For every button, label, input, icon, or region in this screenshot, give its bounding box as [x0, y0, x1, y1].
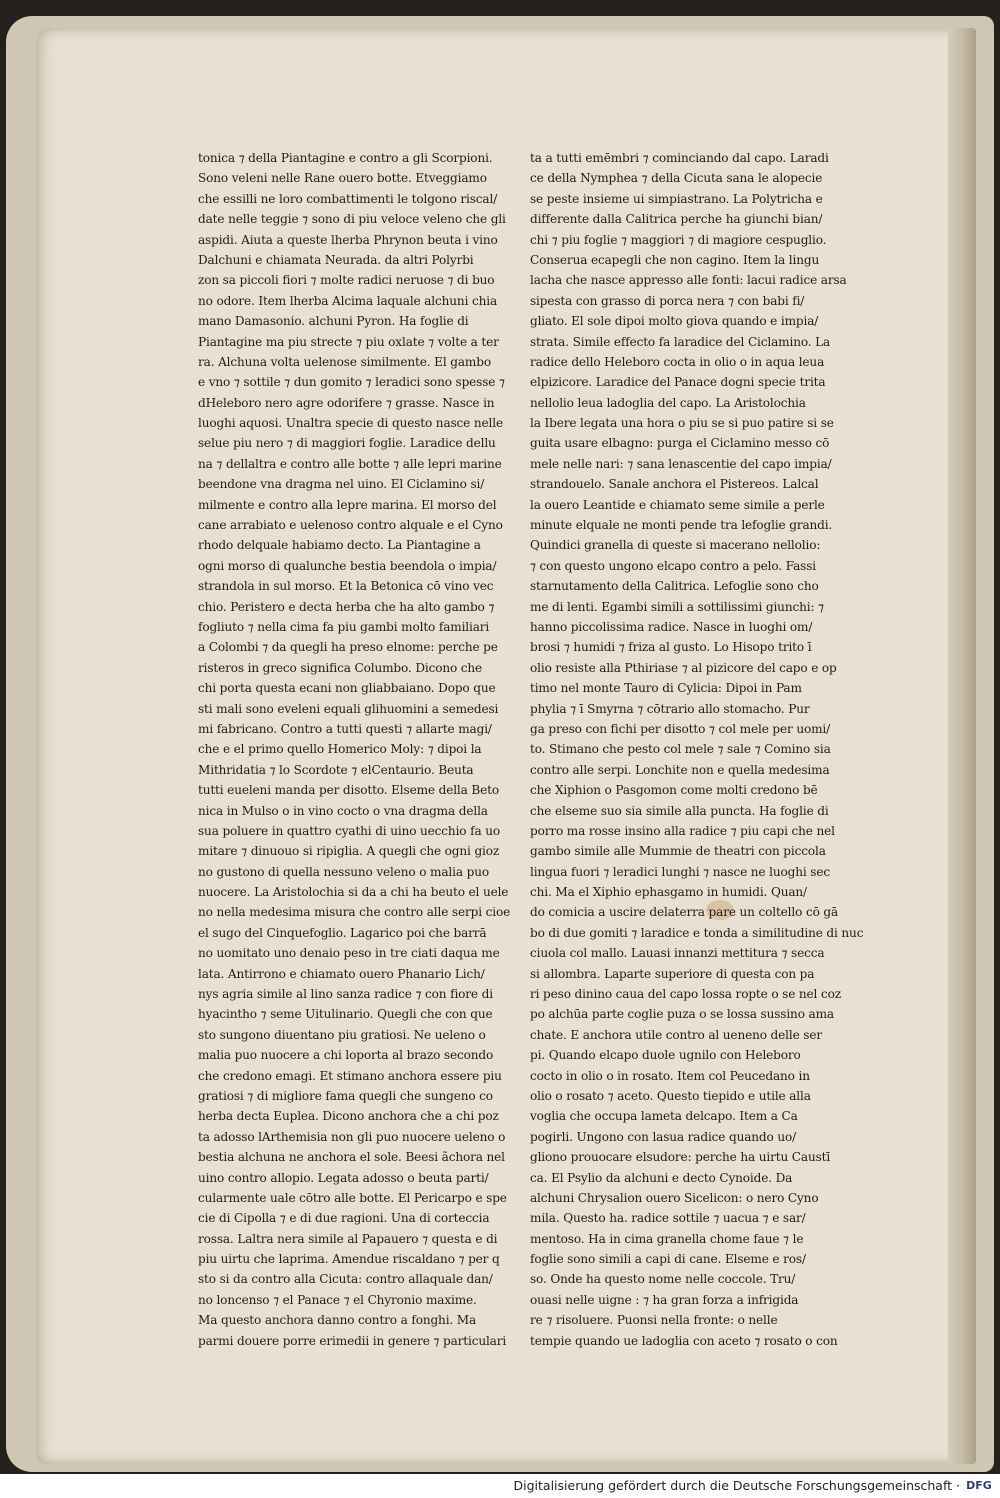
- text-line: nys agria simile al lino sanza radice ⁊ con fiore di: [198, 987, 493, 1002]
- text-line: sto si da contro alla Cicuta: contro allaquale dan/: [198, 1272, 493, 1287]
- text-line: po alchūa parte coglie puza o se lossa sussino ama: [530, 1007, 834, 1022]
- text-line: phylia ⁊ ī Smyrna ⁊ cōtrario allo stomacho. Pur: [530, 701, 810, 716]
- text-line: che e el primo quello Homerico Moly: ⁊ dipoi la: [198, 742, 482, 757]
- text-line: mele nelle nari: ⁊ sana lenascentie del capo impia/: [530, 456, 832, 471]
- text-line: rhodo delquale habiamo decto. La Piantagine a: [198, 538, 481, 553]
- text-line: selue piu nero ⁊ di maggiori foglie. Laradice dellu: [198, 436, 496, 451]
- text-line: se peste insieme ui simpiastrano. La Polytricha e: [530, 191, 823, 206]
- text-line: porro ma rosse insino alla radice ⁊ piu capi che nel: [530, 823, 835, 838]
- text-line: gratiosi ⁊ di migliore fama quegli che sungeno co: [198, 1088, 493, 1103]
- text-line: olio resiste alla Pthiriase ⁊ al pizicore del capo e op: [530, 660, 837, 675]
- text-line: cocto in olio o in rosato. Item col Peucedano in: [530, 1068, 810, 1083]
- text-line: mitare ⁊ dinuouo si ripiglia. A quegli che ogni gioz: [198, 844, 500, 859]
- text-line: Quindici granella di queste si macerano nellolio:: [530, 538, 821, 553]
- text-line: mi fabricano. Contro a tutti questi ⁊ allarte magi/: [198, 721, 492, 736]
- text-line: differente dalla Calitrica perche ha giunchi bian/: [530, 212, 823, 227]
- text-line: alchuni Chrysalion ouero Sicelicon: o nero Cyno: [530, 1190, 819, 1205]
- text-line: rossa. Laltra nera simile al Papauero ⁊ questa e di: [198, 1231, 498, 1246]
- text-line: sti mali sono eveleni equali glihuomini a semedesi: [198, 701, 499, 716]
- text-line: ca. El Psylio da alchuni e decto Cynoide. Da: [530, 1170, 793, 1185]
- text-line: a Colombi ⁊ da quegli ha preso elnome: perche pe: [198, 640, 498, 655]
- text-line: che credono emagi. Et stimano anchora essere piu: [198, 1068, 502, 1083]
- funding-footer: [0, 1474, 1000, 1498]
- text-line: gliono prouocare elsudore: perche ha uirtu Caustī: [530, 1150, 831, 1165]
- text-line: strandouelo. Sanale anchora el Pistereos. Lalcal: [530, 477, 819, 492]
- text-line: e vno ⁊ sottile ⁊ dun gomito ⁊ leradici sono spesse ⁊: [198, 375, 505, 390]
- text-line: la ouero Leantide e chiamato seme simile a perle: [530, 497, 825, 512]
- text-line: fogliuto ⁊ nella cima fa piu gambi molto familiari: [198, 619, 490, 634]
- text-line: ri peso dinino caua del capo lossa ropte o se nel coz: [530, 987, 841, 1002]
- text-line: nica in Mulso o in vino cocto o vna dragma della: [198, 803, 488, 818]
- text-line: pi. Quando elcapo duole ugnilo con Heleboro: [530, 1048, 801, 1063]
- left-text-column: [198, 148, 511, 1351]
- text-line: minute elquale ne monti pende tra lefoglie grandi.: [530, 518, 833, 533]
- text-line: risteros in greco significa Columbo. Dicono che: [198, 660, 483, 675]
- text-line: nellolio leua ladoglia del capo. La Aristolochia: [530, 395, 806, 410]
- text-line: ce della Nymphea ⁊ della Cicuta sana le alopecie: [530, 171, 823, 186]
- text-line: chi ⁊ piu foglie ⁊ maggiori ⁊ di magiore cespuglio.: [530, 232, 827, 247]
- text-line: radice dello Heleboro cocta in olio o in aqua leua: [530, 354, 825, 369]
- text-line: timo nel monte Tauro di Cylicia: Dipoi in Pam: [530, 681, 802, 696]
- text-line: zon sa piccoli fiori ⁊ molte radici neruose ⁊ di buo: [198, 273, 495, 288]
- text-line: sipesta con grasso di porca nera ⁊ con babi fi/: [530, 293, 805, 308]
- text-line: ciuola col mallo. Lauasi innanzi mettitura ⁊ secca: [530, 946, 825, 961]
- text-line: pogirli. Ungono con lasua radice quando uo/: [530, 1129, 797, 1144]
- text-line: mano Damasonio. alchuni Pyron. Ha foglie di: [198, 314, 469, 329]
- text-line: to. Stimano che pesto col mele ⁊ sale ⁊ Comino sia: [530, 742, 831, 757]
- text-line: si allombra. Laparte superiore di questa con pa: [530, 966, 815, 981]
- text-line: elpizicore. Laradice del Panace dogni specie trita: [530, 375, 826, 390]
- text-line: me di lenti. Egambi simili a sottilissimi giunchi: ⁊: [530, 599, 824, 614]
- text-line: ouasi nelle uigne : ⁊ ha gran forza a infrigida: [530, 1292, 799, 1307]
- text-line: gliato. El sole dipoi molto giova quando e impia/: [530, 314, 819, 329]
- text-line: ta a tutti emēmbri ⁊ cominciando dal capo. Laradi: [530, 151, 829, 165]
- text-line: no loncenso ⁊ el Panace ⁊ el Chyronio maxime.: [198, 1292, 477, 1307]
- text-line: tempie quando ue ladoglia con aceto ⁊ rosato o con: [530, 1333, 838, 1348]
- right-text-column: [530, 148, 864, 1351]
- text-line: hanno piccolissima radice. Nasce in luoghi om/: [530, 619, 813, 634]
- text-line: chio. Peristero e decta herba che ha alto gambo ⁊: [198, 599, 495, 614]
- text-line: aspidi. Aiuta a queste lherba Phrynon beuta i vino: [198, 232, 498, 247]
- text-line: guita usare elbagno: purga el Ciclamino messo cō: [530, 436, 830, 451]
- dfg-logo: DFG: [966, 1479, 992, 1492]
- book-page: [36, 28, 976, 1464]
- text-line: ta adosso lArthemisia non gli puo nuocere ueleno o: [198, 1129, 506, 1144]
- text-line: ogni morso di qualunche bestia beendola o impia/: [198, 558, 497, 573]
- text-line: mentoso. Ha in cima granella chome faue ⁊ le: [530, 1231, 804, 1246]
- text-line: Conserua ecapegli che non cagino. Item la lingu: [530, 252, 820, 267]
- text-line: voglia che occupa lameta delcapo. Item a Ca: [530, 1109, 798, 1124]
- text-line: brosi ⁊ humidi ⁊ friza al gusto. Lo Hisopo trito ī: [530, 640, 812, 655]
- text-line: no uomitato uno denaio peso in tre ciati daqua me: [198, 946, 500, 961]
- text-line: Piantagine ma piu strecte ⁊ piu oxlate ⁊ volte a ter: [198, 334, 499, 349]
- text-line: no gustono di quella nessuno veleno o malia puo: [198, 864, 489, 879]
- text-line: lingua fuori ⁊ leradici lunghi ⁊ nasce ne luoghi sec: [530, 864, 830, 879]
- text-line: olio o rosato ⁊ aceto. Questo tiepido e utile alla: [530, 1088, 811, 1103]
- text-line: uino contro allopio. Legata adosso o beuta parti/: [198, 1170, 489, 1185]
- text-line: lacha che nasce appresso alle fonti: lacui radice arsa: [530, 273, 847, 288]
- text-line: milmente e contro alla lepre marina. El morso del: [198, 497, 497, 512]
- text-line: che Xiphion o Pasgomon come molti credono bē: [530, 783, 818, 798]
- text-line: foglie sono simili a capi di cane. Elseme e ros/: [530, 1252, 806, 1267]
- text-line: no nella medesima misura che contro alle serpi cioe: [198, 905, 511, 920]
- text-line: no odore. Item lherba Alcima laquale alchuni chia: [198, 293, 498, 308]
- text-line: hyacintho ⁊ seme Uitulinario. Quegli che con que: [198, 1007, 493, 1022]
- text-line: el sugo del Cinquefoglio. Lagarico poi che barrā: [198, 925, 487, 940]
- text-line: dHeleboro nero agre odorifere ⁊ grasse. Nasce in: [198, 395, 495, 410]
- text-line: tonica ⁊ della Piantagine e contro a gli Scorpioni.: [198, 151, 493, 165]
- text-line: Sono veleni nelle Rane ouero botte. Etveggiamo: [198, 171, 487, 186]
- text-line: Ma questo anchora danno contro a fonghi. Ma: [198, 1313, 477, 1328]
- text-line: tutti eueleni manda per disotto. Elseme della Beto: [198, 783, 499, 798]
- text-line: so. Onde ha questo nome nelle coccole. Tru/: [530, 1272, 796, 1287]
- text-line: la Ibere legata una hora o piu se si puo patire si se: [530, 416, 834, 431]
- text-line: strata. Simile effecto fa laradice del Ciclamino. La: [530, 334, 831, 349]
- text-line: sua poluere in quattro cyathi di uino uecchio fa uo: [198, 823, 500, 838]
- text-line: luoghi aquosi. Unaltra specie di questo nasce nelle: [198, 416, 503, 431]
- text-line: herba decta Euplea. Dicono anchora che a chi poz: [198, 1109, 499, 1124]
- text-line: cularmente uale cōtro alle botte. El Pericarpo e spe: [198, 1190, 507, 1205]
- text-line: contro alle serpi. Lonchite non e quella medesima: [530, 762, 830, 777]
- text-line: sto sungono diuentano piu gratiosi. Ne ueleno o: [198, 1027, 486, 1042]
- text-line: chate. E anchora utile contro al ueneno delle ser: [530, 1027, 822, 1042]
- text-line: ⁊ con questo ungono elcapo contro a pelo. Fassi: [530, 558, 817, 573]
- text-line: gambo simile alle Mummie de theatri con piccola: [530, 844, 826, 859]
- text-line: che elseme suo sia simile alla puncta. Ha foglie di: [530, 803, 829, 818]
- text-line: mila. Questo ha. radice sottile ⁊ uacua ⁊ e sar/: [530, 1211, 806, 1226]
- text-line: Dalchuni e chiamata Neurada. da altri Polyrbi: [198, 252, 474, 267]
- text-line: strandola in sul morso. Et la Betonica cō vino vec: [198, 579, 494, 594]
- text-line: bestia alchuna ne anchora el sole. Beesi ãchora nel: [198, 1150, 505, 1165]
- text-line: re ⁊ risoluere. Puonsi nella fronte: o nelle: [530, 1313, 778, 1328]
- text-line: na ⁊ dellaltra e contro alle botte ⁊ alle lepri marine: [198, 456, 502, 471]
- text-line: chi. Ma el Xiphio ephasgamo in humidi. Quan/: [530, 885, 807, 900]
- text-line: nuocere. La Aristolochia si da a chi ha beuto el uele: [198, 885, 509, 900]
- text-line: lata. Antirrono e chiamato ouero Phanario Lich/: [198, 966, 485, 981]
- text-line: beendone vna dragma nel uino. El Ciclamino si/: [198, 477, 485, 492]
- text-line: cie di Cipolla ⁊ e di due ragioni. Una di corteccia: [198, 1211, 490, 1226]
- text-line: ra. Alchuna volta uelenose similmente. El gambo: [198, 354, 491, 369]
- funding-statement: Digitalisierung gefördert durch die Deutsche Forschungsgemeinschaft ·: [513, 1478, 960, 1493]
- text-line: Mithridatia ⁊ lo Scordote ⁊ elCentaurio. Beuta: [198, 762, 474, 777]
- text-line: do comicia a uscire delaterra pare un coltello cō gā: [530, 905, 839, 920]
- page-edge: [948, 28, 976, 1464]
- text-line: starnutamento della Calitrica. Lefoglie sono cho: [530, 579, 819, 594]
- text-line: cane arrabiato e uelenoso contro alquale e el Cyno: [198, 518, 503, 533]
- text-line: che essilli ne loro combattimenti le tolgono riscal/: [198, 191, 498, 206]
- text-line: ga preso con fichi per disotto ⁊ col mele per uomi/: [530, 721, 831, 736]
- text-line: bo di due gomiti ⁊ laradice e tonda a similitudine di nuc: [530, 925, 864, 940]
- text-line: piu uirtu che laprima. Amendue riscaldano ⁊ per q: [198, 1252, 500, 1267]
- text-line: parmi douere porre erimedii in genere ⁊ particulari: [198, 1333, 507, 1348]
- text-line: date nelle teggie ⁊ sono di piu veloce veleno che gli: [198, 212, 506, 227]
- text-line: chi porta questa ecani non gliabbaiano. Dopo que: [198, 681, 496, 696]
- text-line: malia puo nuocere a chi loporta al brazo secondo: [198, 1048, 494, 1063]
